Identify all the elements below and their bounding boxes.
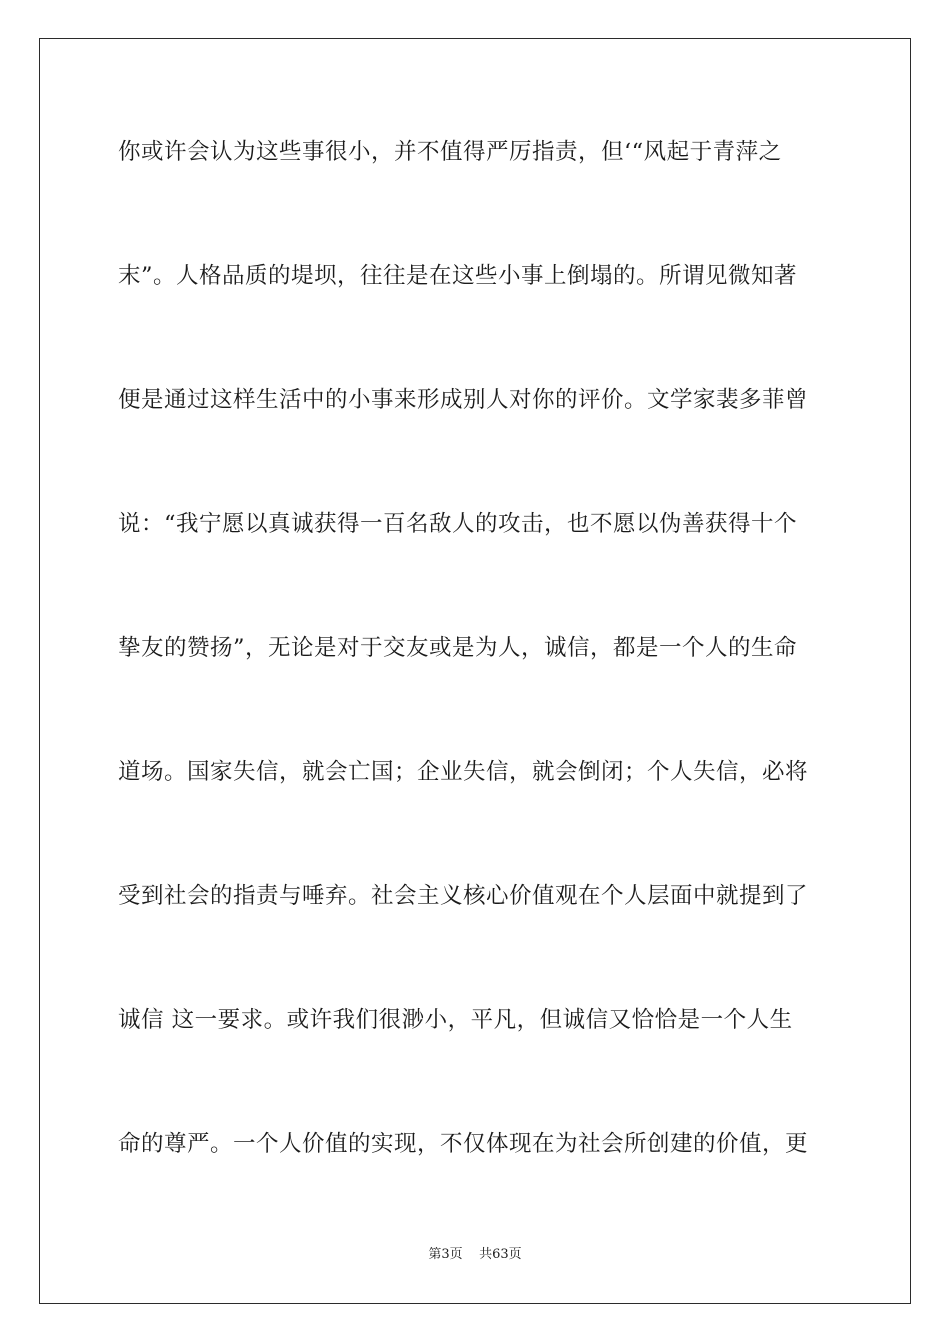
body-text-line: 末”。人格品质的堤坝，往往是在这些小事上倒塌的。所谓见微知著 bbox=[118, 263, 798, 289]
page-total: 共63页 bbox=[479, 1247, 522, 1262]
body-text-line: 道场。国家失信，就会亡国；企业失信，就会倒闭；个人失信，必将 bbox=[118, 759, 809, 785]
page-border bbox=[39, 38, 911, 1304]
body-text-line: 便是通过这样生活中的小事来形成别人对你的评价。文学家裴多菲曾 bbox=[118, 387, 809, 413]
body-text-line: 受到社会的指责与唾弃。社会主义核心价值观在个人层面中就提到了 bbox=[118, 883, 809, 909]
body-text-line: 说：“我宁愿以真诚获得一百名敌人的攻击，也不愿以伪善获得十个 bbox=[118, 511, 798, 537]
body-text-line: 挚友的赞扬”，无论是对于交友或是为人，诚信，都是一个人的生命 bbox=[118, 635, 798, 661]
body-text-line: 命的尊严。一个人价值的实现，不仅体现在为社会所创建的价值，更 bbox=[118, 1131, 809, 1157]
body-text-line: 你或许会认为这些事很小，并不值得严厉指责，但‘“风起于青萍之 bbox=[118, 139, 782, 165]
body-text-line: 诚信 这一要求。或许我们很渺小，平凡，但诚信又恰恰是一个人生 bbox=[118, 1007, 793, 1033]
page-number: 第3页 bbox=[428, 1247, 463, 1262]
page-footer bbox=[0, 1246, 950, 1264]
